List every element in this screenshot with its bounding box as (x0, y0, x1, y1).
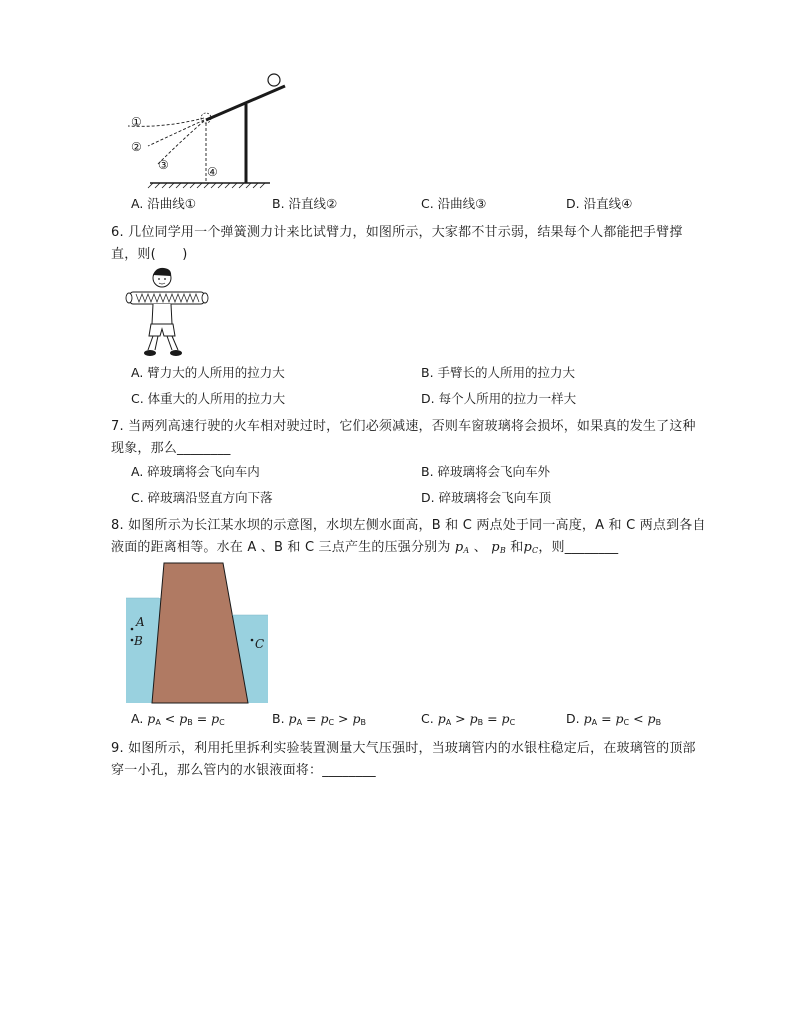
q8-point-c-label: C (255, 637, 265, 651)
q6-option-a[interactable]: A. 臂力大的人所用的拉力大 (131, 365, 285, 380)
q6-option-b[interactable]: B. 手臂长的人所用的拉力大 (421, 365, 576, 380)
q8-sep-1: 、 (473, 540, 487, 555)
q8-option-a[interactable]: A. $p_A < p_B = p_C$ (131, 711, 225, 727)
q7-option-a[interactable]: A. 碎玻璃将会飞向车内 (131, 464, 260, 479)
q7-option-b[interactable]: B. 碎玻璃将会飞向车外 (421, 464, 551, 479)
q8-option-d[interactable]: D. $p_A = p_C < p_B$ (566, 711, 662, 727)
q8-option-c[interactable]: C. $p_A > p_B = p_C$ (421, 711, 516, 727)
q5-option-d[interactable]: D. 沿直线④ (566, 196, 633, 211)
q8-stem (111, 515, 706, 562)
q8-stem-tail: ，则________ (538, 540, 619, 555)
q8-sep-2: 和 (510, 540, 524, 555)
q5-option-c[interactable]: C. 沿曲线③ (421, 196, 487, 211)
q9-stem: 9. 如图所示，利用托里拆利实验装置测量大气压强时，当玻璃管内的水银柱稳定后，在玻璃管的顶部穿一小孔，那么管内的水银液面将：________ (111, 741, 696, 778)
q8-dam-figure (126, 563, 268, 704)
dam-body (152, 563, 248, 703)
q6-figure-person-with-spring-scale (126, 266, 208, 360)
q8-stem-text: 8. 如图所示为长江某水坝的示意图，水坝左侧水面高，B 和 C 两点处于同一高度，A 和 C 两点到各自液面的距离相等。水在 A 、B 和 C 三点产生的压强分别为 (111, 518, 706, 555)
q6-option-d[interactable]: D. 每个人所用的拉力一样大 (421, 391, 577, 406)
q5-label-3: ③ (158, 158, 169, 172)
q5-label-2: ② (131, 140, 142, 154)
q5-label-1: ① (131, 115, 142, 129)
q6-option-c[interactable]: C. 体重大的人所用的拉力大 (131, 391, 286, 406)
q6-stem: 6. 几位同学用一个弹簧测力计来比试臂力，如图所示，大家都不甘示弱，结果每个人都能把手臂撑直，则( ) (111, 225, 683, 262)
q5-label-4: ④ (207, 165, 218, 179)
q7-option-d[interactable]: D. 碎玻璃将会飞向车顶 (421, 490, 552, 505)
q7-stem: 7. 当两列高速行驶的火车相对驶过时，它们必须减速，否则车窗玻璃将会损坏，如果真的发生了这种现象，那么________ (111, 419, 696, 456)
q8-symbol-pc: $p_C$ (523, 540, 539, 555)
q7-option-c[interactable]: C. 碎玻璃沿竖直方向下落 (131, 490, 273, 505)
q8-point-b-label: B (134, 634, 143, 648)
q5-option-a[interactable]: A. 沿曲线① (131, 196, 196, 211)
q5-option-b[interactable]: B. 沿直线② (272, 196, 338, 211)
q8-point-a-label: A (136, 615, 145, 629)
q8-symbol-pb: $p_B$ (491, 540, 506, 555)
q8-symbol-pa: $p_A$ (454, 540, 470, 555)
q8-option-b[interactable]: B. $p_A = p_C > p_B$ (272, 711, 367, 727)
